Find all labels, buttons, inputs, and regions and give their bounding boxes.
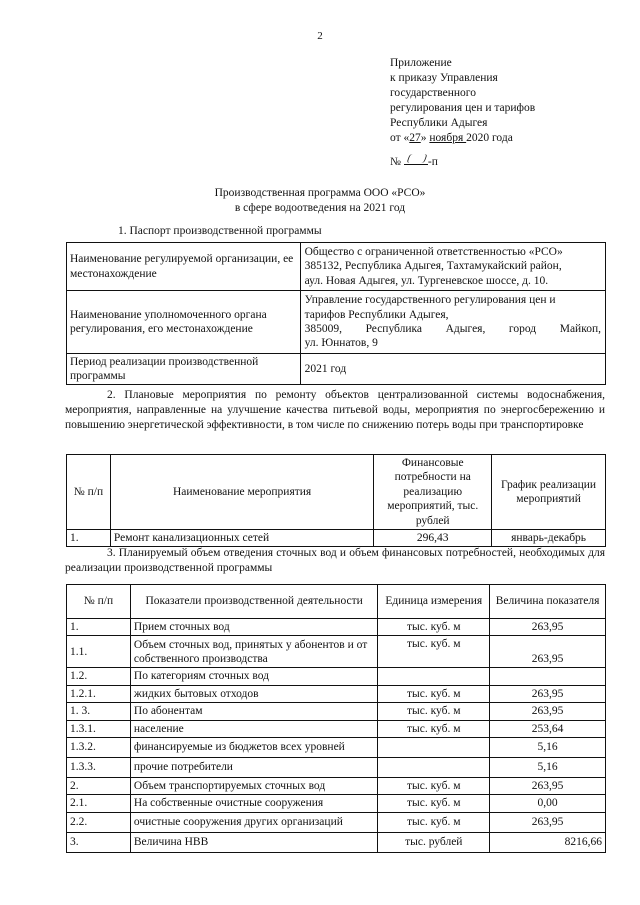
section3-text: 3. Планируемый объем отведения сточных вод и объем финансовых потребностей, необходимых для реализации производственной программы bbox=[65, 547, 605, 575]
date-day: 27 bbox=[409, 131, 421, 144]
header-no: № п/п bbox=[67, 585, 131, 619]
table-row bbox=[67, 291, 606, 354]
table-row bbox=[67, 353, 606, 385]
table-row bbox=[67, 243, 606, 291]
passport-table bbox=[66, 242, 606, 385]
passport-value: Управление государственного регулирования цен и тарифов Республики Адыгея, 385009, Республика Адыгея, город Майкоп, ул. Юннатов, 9 bbox=[300, 291, 605, 354]
passport-label: Период реализации производственной программы bbox=[67, 353, 301, 385]
table-row: 1.2. По категориям сточных вод bbox=[67, 668, 606, 685]
cell-schedule: январь-декабрь bbox=[492, 529, 606, 546]
header-unit: Единица измерения bbox=[378, 585, 490, 619]
appendix-block bbox=[390, 56, 610, 146]
cell-name: Ремонт канализационных сетей bbox=[110, 529, 373, 546]
cell-no: 1. bbox=[67, 529, 111, 546]
document-title bbox=[0, 186, 640, 216]
indicators-table bbox=[66, 584, 606, 853]
measures-table bbox=[66, 454, 606, 547]
table-row bbox=[67, 529, 606, 546]
passport-label: Наименование регулируемой организации, ее местонахождение bbox=[67, 243, 301, 291]
header-name: Показатели производственной деятельности bbox=[130, 585, 377, 619]
appendix-line: Республики Адыгея bbox=[390, 116, 488, 129]
section2-text: 2. Плановые мероприятия по ремонту объектов централизованной системы водоснабжения, мероприятия, направленные на улучшение качества питьевой воды, мероприятия по энергосбережению и повышению энергетической эффективности, в том числе по снижению потерь воды при транспортировке bbox=[65, 389, 605, 432]
passport-value: 2021 год bbox=[300, 353, 605, 385]
table-row: 1.3.3. прочие потребители 5,16 bbox=[67, 757, 606, 777]
table-row: 1. 3. По абонентам тыс. куб. м 263,95 bbox=[67, 703, 606, 720]
appendix-line: регулирования цен и тарифов bbox=[390, 101, 536, 114]
table-row: 2.1. На собственные очистные сооружения тыс. куб. м 0,00 bbox=[67, 795, 606, 812]
header-no: № п/п bbox=[67, 455, 111, 530]
appendix-line: Приложение bbox=[390, 57, 452, 69]
header-value: Величина показателя bbox=[490, 585, 606, 619]
passport-value: Общество с ограниченной ответственностью «РСО» 385132, Республика Адыгея, Тахтамукайский район, аул. Новая Адыгея, ул. Тургеневское шоссе, д. 10. bbox=[300, 243, 605, 291]
table-row: 3. Величина НВВ тыс. рублей 8216,66 bbox=[67, 832, 606, 852]
passport-label: Наименование уполномоченного органа регулирования, его местонахождение bbox=[67, 291, 301, 354]
section1-heading: 1. Паспорт производственной программы bbox=[118, 225, 322, 237]
table-header-row bbox=[67, 585, 606, 619]
page-number: 2 bbox=[317, 30, 323, 42]
table-row: 1.2.1. жидких бытовых отходов тыс. куб. м 263,95 bbox=[67, 685, 606, 702]
table-row: 1.1. Объем сточных вод, принятых у абонентов и от собственного производства тыс. куб. м 263,95 bbox=[67, 636, 606, 668]
appendix-date: от «27» ноября 2020 года bbox=[390, 131, 513, 144]
table-row: 1.3.1. население тыс. куб. м 253,64 bbox=[67, 720, 606, 737]
table-row: 1. Прием сточных вод тыс. куб. м 263,95 bbox=[67, 619, 606, 636]
appendix-line: к приказу Управления bbox=[390, 71, 498, 84]
date-month: ноября bbox=[429, 131, 467, 144]
order-number: № -п bbox=[390, 156, 438, 168]
cell-finance: 296,43 bbox=[374, 529, 492, 546]
table-header-row bbox=[67, 455, 606, 530]
header-name: Наименование мероприятия bbox=[110, 455, 373, 530]
handwritten-number-signature bbox=[404, 154, 428, 165]
appendix-line: государственного bbox=[390, 86, 476, 99]
table-row: 2.2. очистные сооружения других организаций тыс. куб. м 263,95 bbox=[67, 812, 606, 832]
header-finance: Финансовые потребности на реализацию мероприятий, тыс. рублей bbox=[374, 455, 492, 530]
table-row: 1.3.2. финансируемые из бюджетов всех уровней 5,16 bbox=[67, 737, 606, 757]
title-line: Производственная программа ООО «РСО» bbox=[214, 187, 426, 199]
title-line: в сфере водоотведения на 2021 год bbox=[234, 201, 406, 214]
header-schedule: График реализации мероприятий bbox=[492, 455, 606, 530]
table-row: 2. Объем транспортируемых сточных вод тыс. куб. м 263,95 bbox=[67, 777, 606, 794]
